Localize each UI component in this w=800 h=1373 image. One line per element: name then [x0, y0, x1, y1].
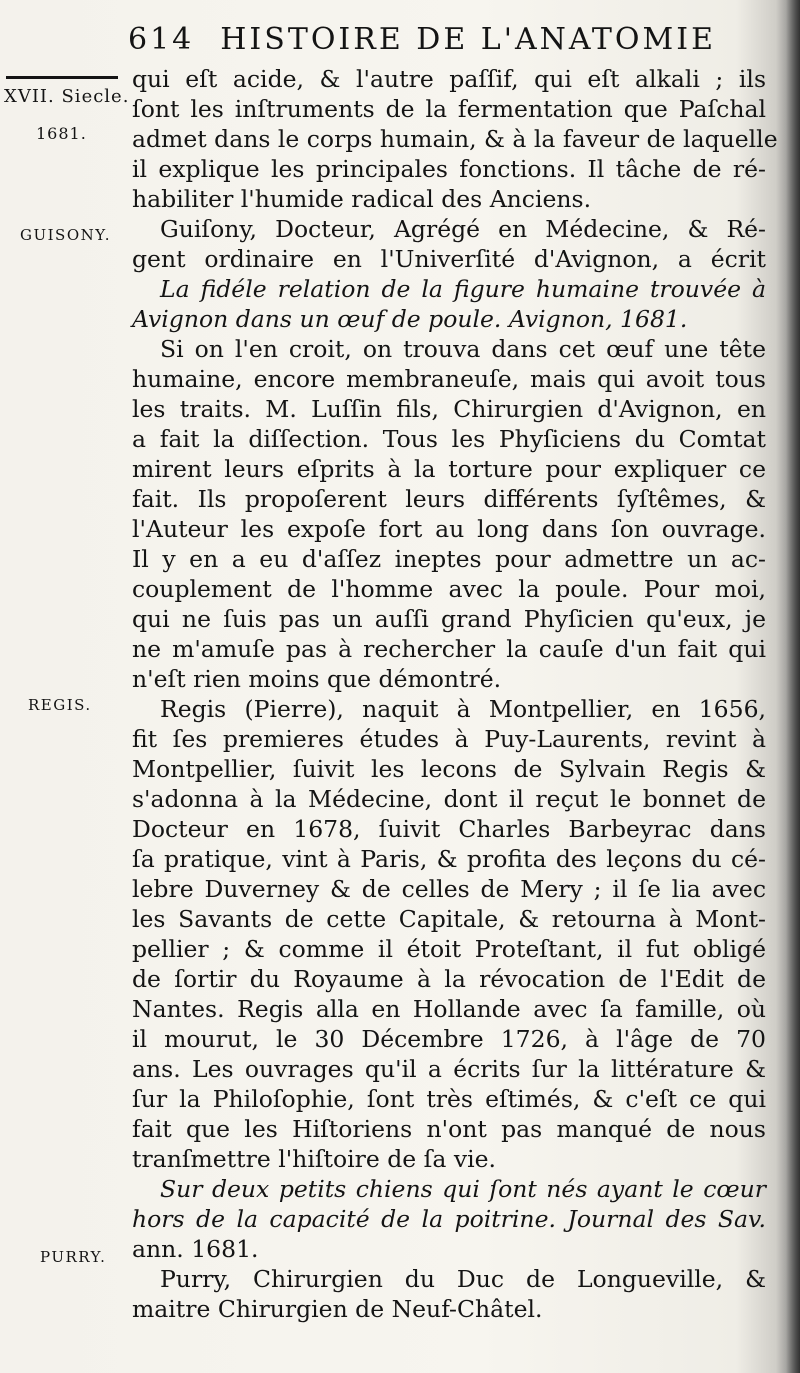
text-line: mirent leurs eſprits à la torture pour expliquer ce — [132, 455, 766, 483]
text-line: pellier ; & comme il étoit Proteſtant, il fut obligé — [132, 935, 766, 963]
margin-note-regis: REGIS. — [28, 696, 92, 714]
text-line: Si on l'en croit, on trouva dans cet œuf une tête — [160, 335, 766, 363]
text-line: humaine, encore membraneuſe, mais qui avoit tous — [132, 365, 766, 393]
text-line: il explique les principales fonctions. Il tâche de ré- — [132, 155, 766, 183]
text-line: qui eſt acide, & l'autre paſſif, qui eſt alkali ; ils — [132, 65, 766, 93]
text-line: tranſmettre l'hiſtoire de ſa vie. — [132, 1145, 497, 1173]
text-line: La fidéle relation de la figure humaine trouvée à — [160, 275, 766, 303]
text-line: Regis (Pierre), naquit à Montpellier, en 1656, — [160, 695, 766, 723]
text-line: les Savants de cette Capitale, & retourna à Mont- — [132, 905, 766, 933]
text-line: a fait la diſſection. Tous les Phyſiciens du Comtat — [132, 425, 766, 453]
text-line: admet dans le corps humain, & à la faveur de laquelle — [132, 125, 778, 153]
text-line: ans. Les ouvrages qu'il a écrits ſur la littérature & — [132, 1055, 766, 1083]
text-line: gent ordinaire en l'Univerſité d'Avignon, a écrit — [132, 245, 766, 273]
running-title: HISTOIRE DE L'ANATOMIE — [220, 22, 716, 57]
text-line: couplement de l'homme avec la poule. Pour moi, — [132, 575, 766, 603]
text-line: maitre Chirurgien de Neuf-Châtel. — [132, 1295, 543, 1323]
header-rule — [6, 76, 118, 79]
text-line: fait. Ils propoſerent leurs différents ſyſtêmes, & — [132, 485, 766, 513]
text-line: fit ſes premieres études à Puy-Laurents, revint à — [132, 725, 766, 753]
text-line: Docteur en 1678, ſuivit Charles Barbeyrac dans — [132, 815, 766, 843]
margin-note-century: XVII. Siecle. — [4, 86, 130, 107]
margin-note-guisony: GUISONY. — [20, 226, 111, 244]
page-header — [128, 22, 768, 62]
text-line: ſont les inſtruments de la fermentation que Paſchal — [132, 95, 766, 123]
margin-note-purry: PURRY. — [40, 1248, 107, 1266]
text-line: Nantes. Regis alla en Hollande avec ſa famille, où — [132, 995, 766, 1023]
text-line: ann. 1681. — [132, 1235, 259, 1263]
text-line: Il y en a eu d'aſſez ineptes pour admettre un ac- — [132, 545, 766, 573]
text-line: les traits. M. Luſſin fils, Chirurgien d'Avignon, en — [132, 395, 766, 423]
text-line: Sur deux petits chiens qui ſont nés ayant le cœur — [160, 1175, 766, 1203]
page-number: 614 — [128, 22, 195, 57]
text-line: Avignon dans un œuf de poule. Avignon, 1681. — [132, 305, 688, 333]
text-line: ne m'amuſe pas à rechercher la cauſe d'un fait qui — [132, 635, 766, 663]
margin-note-year: 1681. — [36, 124, 87, 143]
text-line: s'adonna à la Médecine, dont il reçut le bonnet de — [132, 785, 766, 813]
text-line: Purry, Chirurgien du Duc de Longueville, & — [160, 1265, 766, 1293]
text-line: l'Auteur les expoſe fort au long dans ſon ouvrage. — [132, 515, 766, 543]
text-line: habiliter l'humide radical des Anciens. — [132, 185, 592, 213]
page-edge-shadow — [786, 0, 800, 1373]
text-line: il mourut, le 30 Décembre 1726, à l'âge de 70 — [132, 1025, 766, 1053]
text-line: de ſortir du Royaume à la révocation de l'Edit de — [132, 965, 766, 993]
text-line: n'eſt rien moins que démontré. — [132, 665, 502, 693]
text-line: ſur la Philoſophie, ſont très eſtimés, & c'eſt ce qui — [132, 1085, 766, 1113]
text-line: fait que les Hiſtoriens n'ont pas manqué de nous — [132, 1115, 766, 1143]
text-line: Montpellier, ſuivit les lecons de Sylvain Regis & — [132, 755, 766, 783]
text-line: hors de la capacité de la poitrine. Journal des Sav. — [132, 1205, 766, 1233]
text-line: qui ne ſuis pas un auſſi grand Phyſicien qu'eux, je — [132, 605, 766, 633]
text-line: Guiſony, Docteur, Agrégé en Médecine, & Ré- — [160, 215, 766, 243]
text-line: lebre Duverney & de celles de Mery ; il ſe lia avec — [132, 875, 766, 903]
text-line: ſa pratique, vint à Paris, & profita des leçons du cé- — [132, 845, 766, 873]
